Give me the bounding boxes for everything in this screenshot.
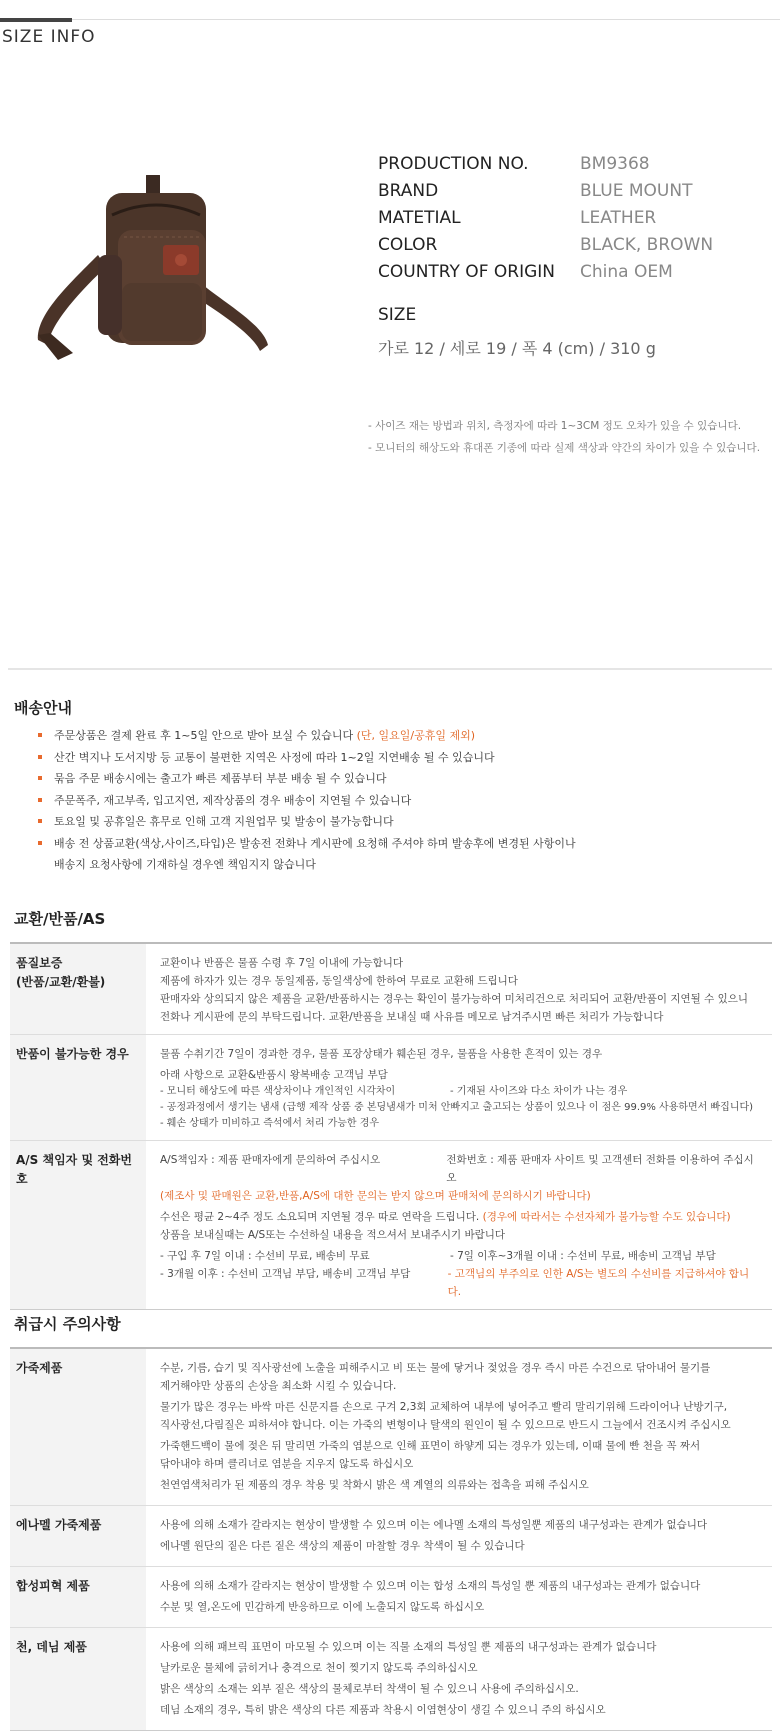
row-line: 아래 사항으로 교환&반품시 왕복배송 고객님 부담 (160, 1069, 388, 1081)
bullet-icon (38, 755, 42, 759)
row-header: A/S 책임자 및 전화번호 (10, 1141, 146, 1309)
list-item (38, 747, 576, 769)
row-content (146, 1506, 772, 1566)
section-divider (8, 668, 772, 670)
spec-label: BRAND (378, 180, 439, 201)
shipping-text: 묶음 주문 배송시에는 출고가 빠른 제품부터 부분 배송 될 수 있습니다 (54, 772, 387, 785)
shipping-text: 주문폭주, 재고부족, 입고지연, 제작상품의 경우 배송이 지연될 수 있습니다 (54, 793, 412, 807)
spec-label: MATETIAL (378, 207, 461, 228)
row-line (160, 1151, 760, 1187)
spec-row (378, 150, 713, 177)
table-row (10, 1349, 772, 1506)
spec-row (378, 258, 713, 285)
shipping-list (38, 725, 576, 876)
row-subline: - 모니터 해상도에 따른 색상차이나 개인적인 시각차이 (160, 1086, 396, 1097)
spec-value: LEATHER (580, 207, 657, 228)
size-info-title: SIZE INFO (2, 27, 96, 47)
shipping-title: 배송안내 (14, 699, 72, 717)
row-line: 사용에 의해 소재가 갈라지는 현상이 발생할 수 있으며 이는 에나멜 소재의 특성일뿐 제품의 내구성과는 관계가 없습니다 (160, 1519, 708, 1531)
row-line (160, 1208, 760, 1226)
row-subline: - 공정과정에서 생기는 냄새 (급행 제작 상품 중 본딩냄새가 미처 안빠지고 출고되는 상품이 있으나 이 점은 99.9% 사용하면서 빠집니다) (160, 1102, 754, 1113)
row-line (160, 1247, 760, 1265)
table-row (10, 1506, 772, 1567)
row-line: 전화나 게시판에 문의 부탁드립니다. 교환/반품을 보내실 때 사유를 메모로 남겨주시면 빠른 처리가 가능합니다 (160, 1011, 664, 1023)
size-notes (368, 415, 760, 459)
row-content (146, 1349, 772, 1505)
row-line: 에나멜 원단의 짙은 다른 짙은 색상의 제품이 마찰할 경우 착색이 될 수 있습니다 (160, 1540, 525, 1552)
row-subline: - 기재된 사이즈와 다소 차이가 나는 경우 (450, 1086, 628, 1097)
shipping-text: 주문상품은 결제 완료 후 1~5일 안으로 받아 보실 수 있습니다 (54, 729, 354, 742)
shipping-text: 배송 전 상품교환(색상,사이즈,타입)은 발송전 전화나 게시판에 요청해 주셔야 하며 발송후에 변경된 사항이나 (54, 836, 576, 850)
as-phone: 전화번호 : 제품 판매자 사이트 및 고객센터 전화를 이용하여 주십시오 (446, 1154, 754, 1184)
table-row (10, 1035, 772, 1141)
list-item (38, 811, 576, 833)
shipping-text: 산간 벽지나 도서지방 등 교통이 불편한 지역은 사정에 따라 1~2일 지연배송 될 수 있습니다 (54, 750, 495, 764)
shoulder-bag-image (28, 175, 273, 375)
as-repair-text: 수선은 평균 2~4주 정도 소요되며 지연될 경우 따로 연락을 드립니다. (160, 1211, 480, 1223)
row-header: 반품이 불가능한 경우 (10, 1035, 146, 1140)
spec-label: PRODUCTION NO. (378, 153, 529, 174)
as-send-text: 상품을 보내실때는 A/S또는 수선하실 내용을 적으셔서 보내주시기 바랍니다 (160, 1229, 506, 1241)
row-content (146, 1035, 772, 1140)
row-line: 날카로운 물체에 긁히거나 충격으로 천이 찢기지 않도록 주의하십시오 (160, 1662, 478, 1674)
returns-title: 교환/반품/AS (14, 910, 106, 928)
list-item (38, 768, 576, 790)
row-content (146, 944, 772, 1034)
row-line: 교환이나 반품은 물품 수령 후 7일 이내에 가능합니다 (160, 957, 404, 969)
row-header: 합성피혁 제품 (10, 1567, 146, 1627)
bullet-icon (38, 798, 42, 802)
row-content (146, 1567, 772, 1627)
as-fee-warning: - 고객님의 부주의로 인한 A/S는 별도의 수선비를 지급하셔야 합니다. (447, 1268, 750, 1298)
bullet-icon (38, 841, 42, 845)
bullet-icon (38, 733, 42, 737)
note-item: - 모니터의 해상도와 휴대폰 기종에 따라 실제 색상과 약간의 차이가 있을 수 있습니다. (368, 442, 761, 454)
list-item (38, 854, 576, 876)
spec-row (378, 231, 713, 258)
spec-row (378, 204, 713, 231)
row-header: 가죽제품 (10, 1349, 146, 1505)
row-content (146, 1141, 772, 1309)
table-row (10, 1567, 772, 1628)
row-header: 천, 데님 제품 (10, 1628, 146, 1730)
care-title: 취급시 주의사항 (14, 1315, 121, 1333)
as-fee-line: - 7일 이후~3개월 이내 : 수선비 무료, 배송비 고객님 부담 (450, 1250, 716, 1262)
row-line: 수분, 기름, 습기 및 직사광선에 노출을 피해주시고 비 또는 물에 닿거나 젖었을 경우 즉시 마른 수건으로 닦아내어 물기를 제거해야만 상품의 손상을 최소화 시킬 수 있습니다. (160, 1362, 711, 1392)
row-subline: - 훼손 상태가 미비하고 즉석에서 처리 가능한 경우 (160, 1118, 380, 1129)
row-line: 가죽핸드백이 물에 젖은 뒤 말리면 가죽의 염분으로 인해 표면이 하얗게 되는 경우가 있는데, 이때 물에 빤 천을 꼭 짜서 닦아내야 하며 클리너로 염분을 지우지 않도록 하십시오 (160, 1440, 701, 1470)
shipping-text: 배송지 요청사항에 기재하실 경우엔 책임지지 않습니다 (54, 858, 316, 871)
spec-value: BM9368 (580, 153, 650, 174)
as-fee-line: - 3개월 이후 : 수선비 고객님 부담, 배송비 고객님 부담 (160, 1268, 411, 1280)
size-info-divider (0, 19, 780, 20)
table-row (10, 1628, 772, 1730)
care-table (10, 1347, 772, 1731)
table-row (10, 1141, 772, 1309)
spec-list (378, 150, 713, 285)
row-line (160, 1265, 760, 1301)
spec-label: COLOR (378, 234, 438, 255)
spec-label: COUNTRY OF ORIGIN (378, 261, 555, 282)
table-row (10, 944, 772, 1035)
row-line: 데님 소재의 경우, 특히 밝은 색상의 다른 제품과 착용시 이염현상이 생길 수 있으니 주의 하십시오 (160, 1704, 606, 1716)
spec-row (378, 177, 713, 204)
row-line: 물품 수취기간 7일이 경과한 경우, 물품 포장상태가 훼손된 경우, 물품을 사용한 흔적이 있는 경우 (160, 1048, 603, 1060)
list-item (38, 790, 576, 812)
row-content (146, 1628, 772, 1730)
shipping-highlight: (단, 일요일/공휴일 제외) (356, 729, 476, 742)
list-item (38, 725, 576, 747)
as-fee-line: - 구입 후 7일 이내 : 수선비 무료, 배송비 무료 (160, 1250, 370, 1262)
as-notice: (제조사 및 판매원은 교환,반품,A/S에 대한 문의는 받지 않으며 판매처에 문의하시기 바랍니다) (160, 1190, 591, 1202)
row-line: 판매자와 상의되지 않은 제품을 교환/반품하시는 경우는 확인이 불가능하여 미처리건으로 처리되어 교환/반품이 지연될 수 있으니 (160, 993, 749, 1005)
row-line: 제품에 하자가 있는 경우 동일제품, 동일색상에 한하여 무료로 교환해 드립니다 (160, 975, 518, 987)
bullet-icon (38, 819, 42, 823)
row-line: 밝은 색상의 소재는 외부 짙은 색상의 물체로부터 착색이 될 수 있으니 사용에 주의하십시오. (160, 1683, 579, 1695)
spec-value: BLUE MOUNT (580, 180, 693, 201)
size-value: 가로 12 / 세로 19 / 폭 4 (cm) / 310 g (378, 339, 656, 358)
spec-value: BLACK, BROWN (580, 234, 714, 255)
row-line: 수분 및 열,온도에 민감하게 반응하므로 이에 노출되지 않도록 하십시오 (160, 1601, 485, 1613)
row-line: 천연염색처리가 된 제품의 경우 착용 및 착화시 밝은 색 계열의 의류와는 접촉을 피해 주십시오 (160, 1479, 589, 1491)
row-line: 물기가 많은 경우는 바싹 마른 신문지를 손으로 구겨 2,3회 교체하여 내부에 넣어주고 빨리 말리기위해 드라이어나 난방기구, 직사광선,다림질은 피하셔야 합니다. 이는 가죽의 변형이나 탈색의 원인이 될 수 있으므로 반드시 그늘에서 건조시켜 주십시오 (160, 1401, 731, 1431)
row-line (160, 1084, 760, 1100)
row-header: 에나멜 가죽제품 (10, 1506, 146, 1566)
bullet-icon (38, 776, 42, 780)
spec-value: China OEM (580, 261, 673, 282)
shipping-text: 토요일 및 공휴일은 휴무로 인해 고객 지원업무 및 발송이 불가능합니다 (54, 815, 394, 828)
row-line: 사용에 의해 소재가 갈라지는 현상이 발생할 수 있으며 이는 합성 소재의 특성일 뿐 제품의 내구성과는 관계가 없습니다 (160, 1580, 701, 1592)
row-header: 품질보증 (반품/교환/환불) (10, 944, 146, 1034)
size-info-accent-bar (0, 18, 72, 22)
size-label: SIZE (378, 305, 417, 325)
row-line: 사용에 의해 패브릭 표면이 마모될 수 있으며 이는 직물 소재의 특성일 뿐 제품의 내구성과는 관계가 없습니다 (160, 1641, 657, 1653)
returns-table (10, 942, 772, 1310)
as-manager: A/S책임자 : 제품 판매자에게 문의하여 주십시오 (160, 1154, 381, 1166)
list-item (38, 833, 576, 855)
as-repair-highlight: (경우에 따라서는 수선자체가 불가능할 수도 있습니다) (482, 1211, 731, 1223)
note-item: - 사이즈 재는 방법과 위치, 측정자에 따라 1~3CM 정도 오차가 있을 수 있습니다. (368, 420, 742, 432)
